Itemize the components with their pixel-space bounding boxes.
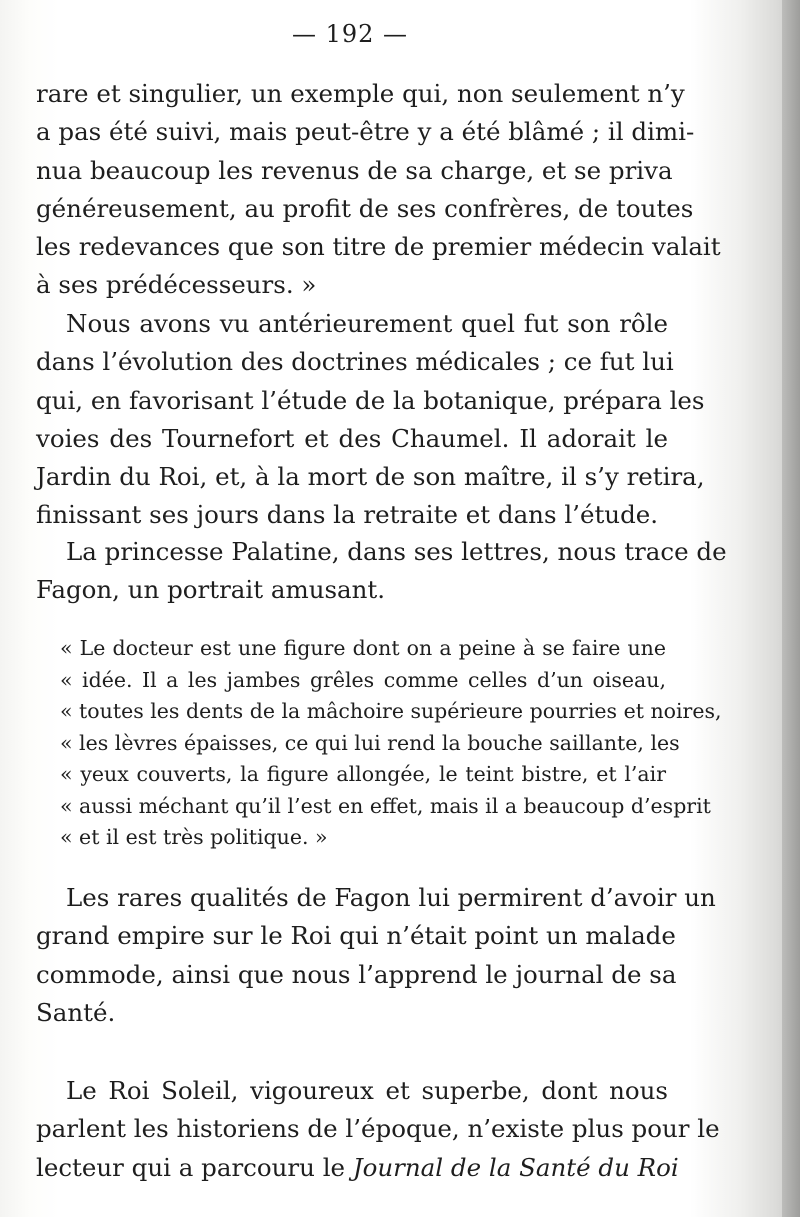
text-line: généreusement, au profit de ses confrères, de toutes bbox=[36, 193, 694, 223]
quotation-block bbox=[60, 633, 722, 854]
text-line: les redevances que son titre de premier médecin valait bbox=[36, 232, 721, 262]
paragraph-4 bbox=[36, 879, 716, 1032]
text-line: à ses prédécesseurs. » bbox=[36, 270, 317, 300]
text-line: Santé. bbox=[36, 997, 116, 1027]
text-line: qui, en favorisant l’étude de la botanique, prépara les bbox=[36, 385, 705, 415]
text-line-with-title bbox=[36, 1149, 679, 1187]
quote-line: « les lèvres épaisses, ce qui lui rend la bouche saillante, les bbox=[60, 730, 680, 755]
quote-line: « Le docteur est une figure dont on a peine à se faire une bbox=[60, 636, 666, 660]
quote-line: « et il est très politique. » bbox=[60, 825, 328, 849]
text-line: Jardin du Roi, et, à la mort de son maître, il s’y retira, bbox=[36, 462, 705, 492]
text-line: Les rares qualités de Fagon lui permirent d’avoir un bbox=[66, 883, 716, 912]
text-line: Le Roi Soleil, vigoureux et superbe, dont nous bbox=[66, 1076, 668, 1105]
text-line: La princesse Palatine, dans ses lettres, nous trace de bbox=[66, 537, 727, 566]
text-line: grand empire sur le Roi qui n’était point un malade bbox=[36, 921, 676, 951]
quote-line: « aussi méchant qu’il l’est en effet, mais il a beaucoup d’esprit bbox=[60, 793, 711, 818]
journal-title: Journal de la Santé du Roi bbox=[352, 1152, 679, 1182]
paragraph-5 bbox=[36, 1072, 720, 1187]
text-line: parlent les historiens de l’époque, n’existe plus pour le bbox=[36, 1114, 720, 1144]
text-line: Nous avons vu antérieurement quel fut son rôle bbox=[66, 309, 668, 338]
text-line: nua beaucoup les revenus de sa charge, et se priva bbox=[36, 155, 673, 185]
text-line: commode, ainsi que nous l’apprend le journal de sa bbox=[36, 959, 677, 989]
text-line: a pas été suivi, mais peut-être y a été blâmé ; il dimi- bbox=[36, 117, 695, 147]
text-fragment: lecteur qui a parcouru le bbox=[36, 1152, 346, 1182]
paragraph-3 bbox=[36, 533, 727, 610]
page-gutter-shadow bbox=[782, 0, 800, 1217]
quote-line: « toutes les dents de la mâchoire supérieure pourries et noires, bbox=[60, 699, 722, 723]
quote-line: « yeux couverts, la figure allongée, le teint bistre, et l’air bbox=[60, 762, 666, 786]
text-line: finissant ses jours dans la retraite et dans l’étude. bbox=[36, 500, 659, 530]
page-number: — 192 — bbox=[291, 20, 409, 48]
text-line: rare et singulier, un exemple qui, non seulement n’y bbox=[36, 79, 685, 108]
text-line: voies des Tournefort et des Chaumel. Il adorait le bbox=[36, 423, 668, 453]
text-line: dans l’évolution des doctrines médicales ; ce fut lui bbox=[36, 347, 674, 377]
text-line: Fagon, un portrait amusant. bbox=[36, 575, 386, 605]
quote-line: « idée. Il a les jambes grêles comme celles d’un oiseau, bbox=[60, 667, 666, 692]
paragraph-2 bbox=[36, 305, 705, 535]
paragraph-1 bbox=[36, 75, 721, 305]
